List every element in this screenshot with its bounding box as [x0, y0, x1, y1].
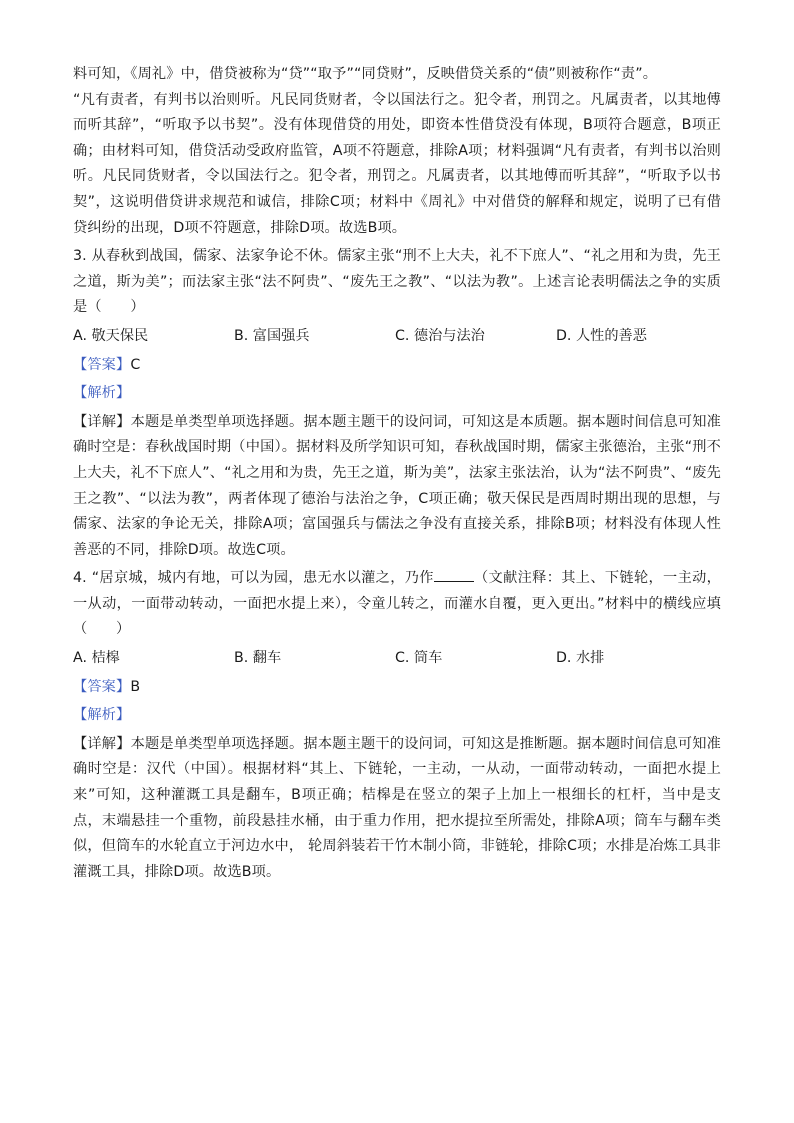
detail-tag: 【详解】: [73, 735, 131, 752]
question-4-stem: [73, 566, 721, 643]
paragraph-p2: “凡有责者，有判书以治则听。凡民同货财者，令以国法行之。犯令者，刑罚之。凡属责者，以其地傅而听其辞”，“听取予以书契”。没有体现借贷的用处，即资本性借贷没有体现，B项符合题意，B项正确；由材料可知，借贷活动受政府监管，A项不符题意，排除A项；材料强调“凡有责者，有判书以治则听。凡民同货财者，令以国法行之。犯令者，刑罚之。凡属责者，以其地傅而听其辞”，“听取予以书契”，这说明借贷讲求规范和诚信，排除C项；材料中《周礼》中对借贷的解释和规定，说明了已有借贷纠纷的出现，D项不符题意，排除D项。故选B项。: [73, 91, 721, 236]
analysis-tag: 【解析】: [73, 385, 131, 402]
detail-text: 本题是单类型单项选择题。据本题主题干的设问词，可知这是本质题。据本题时间信息可知准确时空是：春秋战国时期（中国）。据材料及所学知识可知，春秋战国时期，儒家主张德治，主张“刑不上大夫，礼不下庶人”、“礼之用和为贵，先王之道，斯为美”，法家主张法治，认为“法不阿贵”、“废先王之教”、“以法为教”，两者体现了德治与法治之争，C项正确；敬天保民是西周时期出现的思想，与儒家、法家的争论无关，排除A项；富国强兵与儒法之争没有直接关系，排除B项；材料没有体现人性善恶的不同，排除D项。故选C项。: [73, 413, 721, 558]
answer-tag: 【答案】: [73, 678, 131, 695]
question-4-analysis: [73, 703, 721, 729]
question-4-option-c: C. 筒车: [395, 650, 443, 667]
paragraph-p1: 料可知，《周礼》中，借贷被称为“贷”“取予”“同贷财”，反映借贷关系的“债”则被称作“责”。: [73, 66, 658, 82]
stem-after: （文献注释：其上、下链轮，一主动，一从动，一面带动转动，一面把水提上来），令童儿转之，而灌水自覆，更入更出。”材料中的横线应填（ ）: [73, 570, 721, 638]
question-4-option-d: D. 水排: [556, 650, 605, 667]
question-3-answer: [73, 353, 721, 379]
answer-value: C: [130, 356, 141, 373]
stem-before: 4. “居京城，城内有地，可以为园，患无水以灌之，乃作: [73, 570, 434, 587]
question-3-detail: [73, 410, 721, 564]
question-4-answer: [73, 675, 721, 701]
detail-tag: 【详解】: [73, 413, 131, 430]
question-4-option-b: B. 翻车: [234, 650, 282, 667]
detail-text: 本题是单类型单项选择题。据本题主题干的设问词，可知这是推断题。据本题时间信息可知准确时空是：汉代（中国）。根据材料“其上、下链轮，一主动，一从动，一面带动转动，一面把水提上来”可知，这种灌溉工具是翻车，B项正确；桔槔是在竖立的架子上加上一根细长的杠杆，当中是支点，末端悬挂一个重物，前段悬挂水桶，由于重力作用，把水提拉至所需处，排除A项；筒车与翻车类似，但筒车的水轮直立于河边水中， 轮周斜装若干竹木制小筒，非链轮，排除C项；水排是冶炼工具非灌溉工具，排除D项。故选B项。: [73, 735, 721, 880]
question-3-option-b: B. 富国强兵: [234, 327, 310, 344]
question-4-detail: [73, 732, 721, 886]
question-3-option-a: A. 敬天保民: [73, 327, 149, 344]
answer-tag: 【答案】: [73, 356, 131, 373]
analysis-tag: 【解析】: [73, 707, 131, 724]
question-4-option-a: A. 桔槔: [73, 650, 120, 667]
question-3-analysis: [73, 381, 721, 407]
question-4-options: [73, 646, 721, 672]
question-3-option-d: D. 人性的善恶: [556, 327, 647, 344]
fill-blank: [434, 569, 474, 582]
document-body: [73, 62, 721, 885]
question-3-stem: 3. 从春秋到战国，儒家、法家争论不休。儒家主张“刑不上大夫，礼不下庶人”、“礼之用和为贵，先王之道，斯为美”；而法家主张“法不阿贵”、“废先王之教”、“以法为教”。上述言论表明儒法之争的实质是（ ）: [73, 248, 721, 316]
question-3-option-c: C. 德治与法治: [395, 327, 485, 344]
question-3-options: [73, 324, 721, 350]
answer-value: B: [130, 678, 141, 695]
